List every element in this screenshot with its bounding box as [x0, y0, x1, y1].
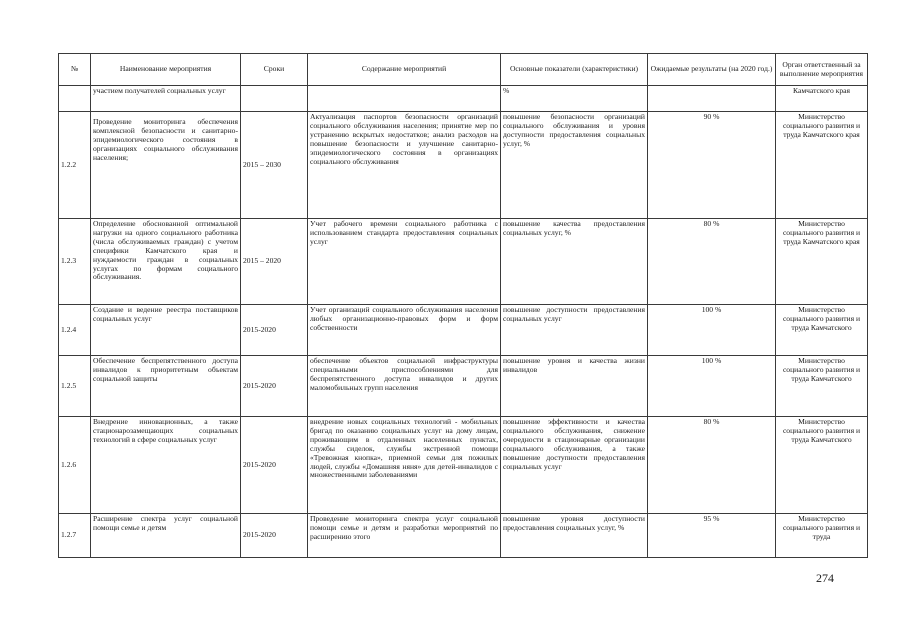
row-responsible: Министерство социального развития и труда [776, 514, 868, 558]
table-row [59, 219, 868, 305]
row-responsible: Министерство социального развития и труда Камчатского [776, 305, 868, 356]
row-result: 100 % [648, 305, 776, 356]
header-indicators: Основные показатели (характеристики) [501, 54, 648, 86]
table-row [59, 86, 868, 112]
header-number: № [59, 54, 91, 86]
row-indicators: повышение качества предоставления социальных услуг, % [501, 219, 648, 305]
table-row [59, 356, 868, 417]
row-result [648, 86, 776, 112]
row-indicators: повышение уровня и качества жизни инвалидов [501, 356, 648, 417]
row-name: Определение обоснованной оптимальной нагрузки на одного социального работника (числа обслуживаемых граждан) с учетом специфики Камчатского края и нуждаемости граждан в социальных услугах по формам социального обслуживания. [91, 219, 241, 305]
row-term: 2015 – 2030 [241, 112, 308, 219]
header-content: Содержание мероприятий [308, 54, 501, 86]
row-responsible: Камчатского края [776, 86, 868, 112]
row-responsible: Министерство социального развития и труда Камчатского края [776, 112, 868, 219]
header-name: Наименование мероприятия [91, 54, 241, 86]
row-term: 2015-2020 [241, 417, 308, 514]
table-row [59, 417, 868, 514]
row-responsible: Министерство социального развития и труда Камчатского [776, 356, 868, 417]
row-responsible: Министерство социального развития и труда Камчатского [776, 417, 868, 514]
row-result: 80 % [648, 219, 776, 305]
row-name: Проведение мониторинга обеспечения комплексной безопасности и санитарно-эпидемиологического состояния в организациях социального обслуживания населения; [91, 112, 241, 219]
row-indicators: повышение уровня доступности предоставления социальных услуг, % [501, 514, 648, 558]
action-plan-table [58, 53, 868, 558]
row-content: обеспечение объектов социальной инфраструктуры специальными приспособлениями для беспрепятственного доступа инвалидов и других маломобильных групп населения [308, 356, 501, 417]
row-result: 90 % [648, 112, 776, 219]
row-number: 1.2.5 [59, 356, 91, 417]
row-indicators: повышение эффективности и качества социального обслуживания, снижение очередности в стационарные организации социального обслуживания, а также повышение доступности предоставления социальных услуг [501, 417, 648, 514]
row-result: 95 % [648, 514, 776, 558]
row-responsible: Министерство социального развития и труда Камчатского края [776, 219, 868, 305]
row-number: 1.2.2 [59, 112, 91, 219]
row-number [59, 86, 91, 112]
row-term: 2015 – 2020 [241, 219, 308, 305]
header-results: Ожидаемые результаты (на 2020 год.) [648, 54, 776, 86]
row-content: Проведение мониторинга спектра услуг социальной помощи семье и детям и разработки мероприятий по расширению этого [308, 514, 501, 558]
row-number: 1.2.3 [59, 219, 91, 305]
table-row [59, 305, 868, 356]
row-content: внедрение новых социальных технологий - мобильных бригад по оказанию социальных услуг на дому лицам, проживающим в отдаленных населенных пунктах, службы сиделок, службы экстренной помощи «Тревожная кнопка», приемной семьи для пожилых людей, службы «Домашняя няня» для детей-инвалидов с множественными заболеваниями [308, 417, 501, 514]
row-content: Учет организаций социального обслуживания населения любых организационно-правовых форм и форм собственности [308, 305, 501, 356]
row-name: Создание и ведение реестра поставщиков социальных услуг [91, 305, 241, 356]
row-result: 100 % [648, 356, 776, 417]
row-term: 2015-2020 [241, 356, 308, 417]
row-result: 80 % [648, 417, 776, 514]
row-term: 2015-2020 [241, 305, 308, 356]
row-indicators: повышение безопасности организаций социального обслуживания и уровня доступности предоставления социальных услуг, % [501, 112, 648, 219]
row-name: участием получателей социальных услуг [91, 86, 241, 112]
row-number: 1.2.6 [59, 417, 91, 514]
header-term: Сроки [241, 54, 308, 86]
table-row [59, 514, 868, 558]
row-name: Обеспечение беспрепятственного доступа инвалидов к приоритетным объектам социальной защиты [91, 356, 241, 417]
table-row [59, 112, 868, 219]
document-page [58, 53, 867, 558]
row-number: 1.2.7 [59, 514, 91, 558]
row-content: Актуализация паспортов безопасности организаций социального обслуживания населения; принятие мер по устранению вскрытых недостатков; анализ расходов на повышение безопасности и улучшение санитарно-эпидемиологического состояния в организациях социального обслуживания [308, 112, 501, 219]
row-name: Расширение спектра услуг социальной помощи семье и детям [91, 514, 241, 558]
table-header-row [59, 54, 868, 86]
row-name: Внедрение инновационных, а также стационарозамещающих социальных технологий в сфере социальных услуг [91, 417, 241, 514]
row-content: Учет рабочего времени социального работника с использованием стандарта предоставления социальных услуг [308, 219, 501, 305]
header-responsible: Орган ответственный за выполнение мероприятия [776, 54, 868, 86]
page-number: 274 [816, 571, 834, 585]
row-number: 1.2.4 [59, 305, 91, 356]
row-indicators: % [501, 86, 648, 112]
row-indicators: повышение доступности предоставления социальных услуг [501, 305, 648, 356]
row-term [241, 86, 308, 112]
row-content [308, 86, 501, 112]
row-term: 2015-2020 [241, 514, 308, 558]
